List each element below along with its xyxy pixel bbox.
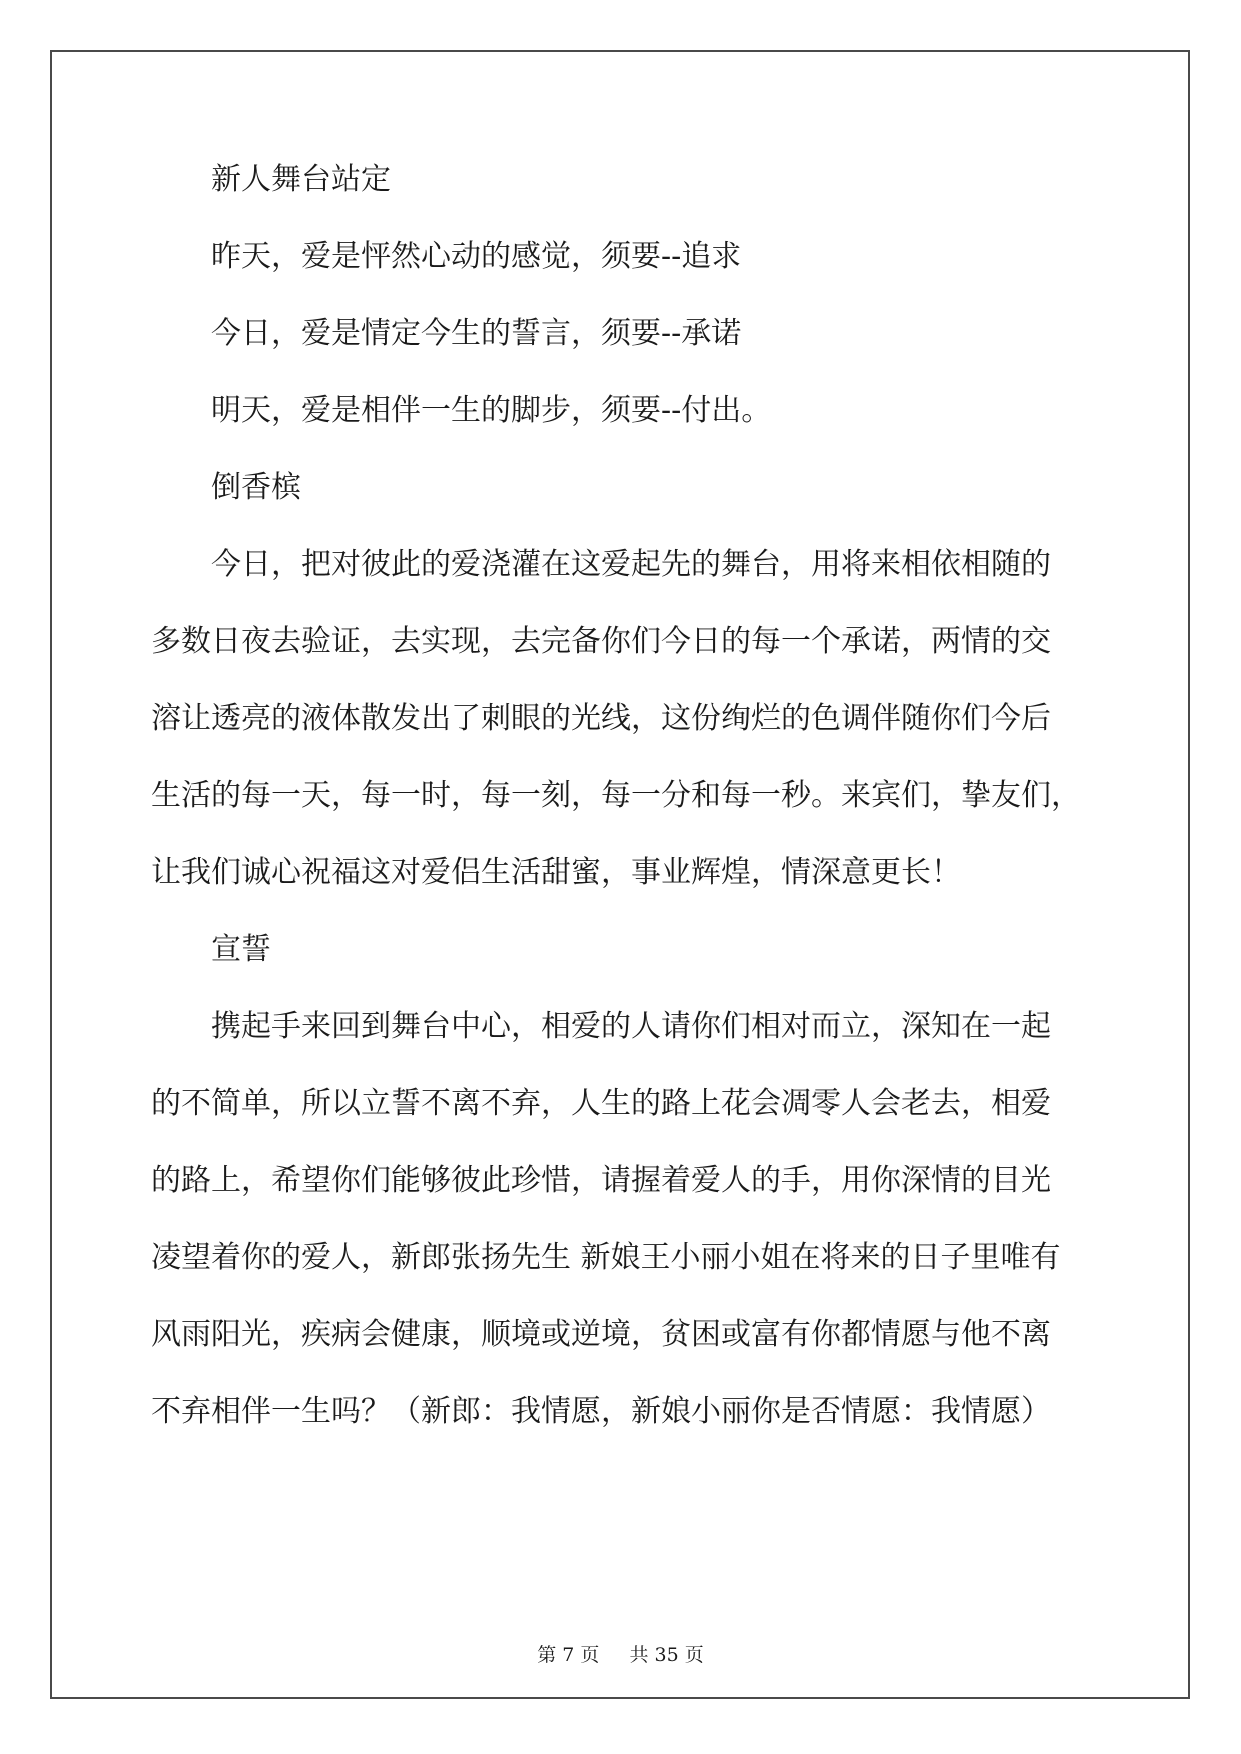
- heading-stand: 新人舞台站定: [211, 162, 391, 197]
- paragraph-line: 凌望着你的爱人，新郎张扬先生 新娘王小丽小姐在将来的日子里唯有: [151, 1240, 1061, 1275]
- page-total: 共 35 页: [629, 1644, 704, 1666]
- page-footer: [0, 1640, 1241, 1667]
- heading-champagne: 倒香槟: [211, 470, 301, 505]
- paragraph-line: 今日，把对彼此的爱浇灌在这爱起先的舞台，用将来相依相随的: [211, 547, 1051, 582]
- paragraph-line: 让我们诚心祝福这对爱侣生活甜蜜，事业辉煌，情深意更长！: [151, 855, 961, 890]
- paragraph-line: 昨天，爱是怦然心动的感觉，须要--追求: [211, 239, 742, 274]
- paragraph-line: 多数日夜去验证，去实现，去完备你们今日的每一个承诺，两情的交: [151, 624, 1051, 659]
- paragraph-line: 的路上，希望你们能够彼此珍惜，请握着爱人的手，用你深情的目光: [151, 1163, 1051, 1198]
- paragraph-line: 今日，爱是情定今生的誓言，须要--承诺: [211, 316, 742, 351]
- paragraph-line: 携起手来回到舞台中心，相爱的人请你们相对而立，深知在一起: [211, 1009, 1051, 1044]
- paragraph-line: 风雨阳光，疾病会健康，顺境或逆境，贫困或富有你都情愿与他不离: [151, 1317, 1051, 1352]
- paragraph-line: 溶让透亮的液体散发出了刺眼的光线，这份绚烂的色调伴随你们今后: [151, 701, 1051, 736]
- heading-vow: 宣誓: [211, 932, 271, 967]
- paragraph-line: 明天，爱是相伴一生的脚步，须要--付出。: [211, 393, 772, 428]
- page-number: 第 7 页: [537, 1644, 600, 1666]
- paragraph-line: 生活的每一天，每一时，每一刻，每一分和每一秒。来宾们，挚友们，: [151, 778, 1081, 813]
- paragraph-line: 的不简单，所以立誓不离不弃，人生的路上花会凋零人会老去，相爱: [151, 1086, 1051, 1121]
- paragraph-line: 不弃相伴一生吗？（新郎：我情愿，新娘小丽你是否情愿：我情愿）: [151, 1394, 1051, 1429]
